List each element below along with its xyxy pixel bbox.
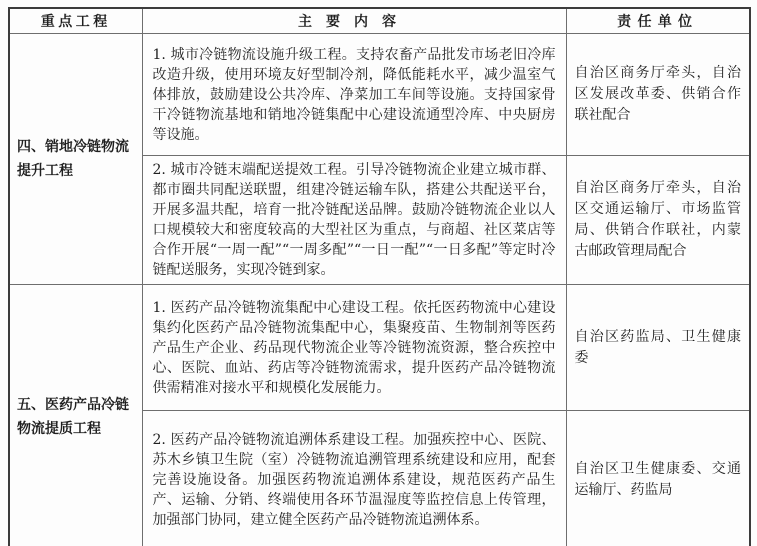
table-row [9,285,750,411]
responsible-cell: 自治区卫生健康委、交通运输厅、药监局 [566,411,750,546]
content-cell: 1. 医药产品冷链物流集配中心建设工程。依托医药物流中心建设集约化医药产品冷链物流集配中心，集聚疫苗、生物制剂等医药产品生产企业、药品现代物流企业等冷链物流资源，整合疾控中心、医院、血站、药店等冷链物流需求，提升医药产品冷链物流供需精准对接水平和规模化发展能力。 [142,285,566,411]
content-cell: 2. 城市冷链末端配送提效工程。引导冷链物流企业建立城市群、都市圈共同配送联盟，组建冷链运输车队，搭建公共配送平台，开展多温共配，培育一批冷链配送品牌。鼓励冷链物流企业以人口规模较大和密度较高的大型社区为重点，与商超、社区菜店等合作开展“一周一配”“一周多配”“一日一配”“一日多配”等定时冷链配送服务，实现冷链到家。 [142,156,566,285]
responsible-cell: 自治区药监局、卫生健康委 [566,285,750,411]
responsible-cell: 自治区商务厅牵头，自治区发展改革委、供销合作联社配合 [566,34,750,156]
header-project-column: 重点工程 [9,8,142,34]
header-content-column: 主要内容 [142,8,566,34]
table-header-row [9,8,750,34]
project-cell-section4: 四、销地冷链物流提升工程 [9,34,142,285]
table-row [9,34,750,156]
content-cell: 1. 城市冷链物流设施升级工程。支持农畜产品批发市场老旧冷库改造升级，使用环境友好型制冷剂，降低能耗水平，减少温室气体排放，鼓励建设公共冷库、净菜加工车间等设施。支持国家骨干冷链物流基地和销地冷链集配中心建设流通型冷库、中央厨房等设施。 [142,34,566,156]
project-cell-section5: 五、医药产品冷链物流提质工程 [9,285,142,546]
key-projects-table [8,7,751,546]
responsible-cell: 自治区商务厅牵头，自治区交通运输厅、市场监管局、供销合作联社，内蒙古邮政管理局配合 [566,156,750,285]
header-responsible-column: 责任单位 [566,8,750,34]
content-cell: 2. 医药产品冷链物流追溯体系建设工程。加强疾控中心、医院、苏木乡镇卫生院（室）冷链物流追溯管理系统建设和应用，配套完善设施设备。加强医药物流追溯体系建设，规范医药产品生产、运输、分销、终端使用各环节温湿度等监控信息上传管理，加强部门协同，建立健全医药产品冷链物流追溯体系。 [142,411,566,546]
